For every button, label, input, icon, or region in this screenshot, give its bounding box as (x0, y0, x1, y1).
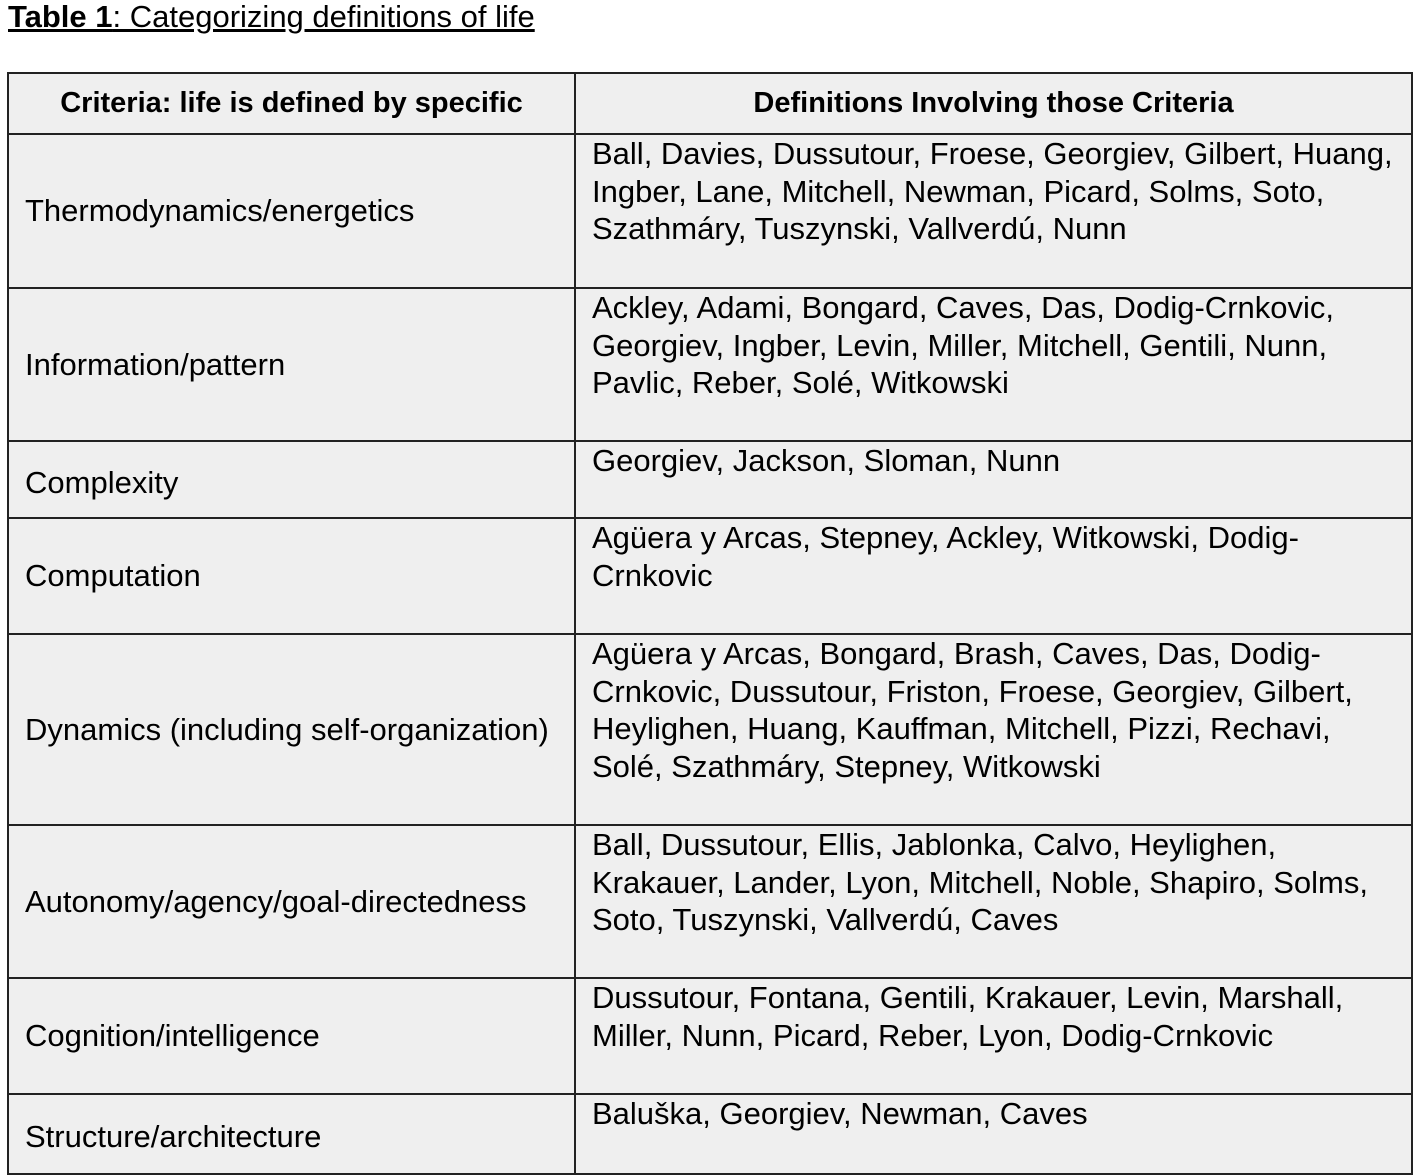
definitions-cell: Ball, Dussutour, Ellis, Jablonka, Calvo, Heylighen, Krakauer, Lander, Lyon, Mitchell, Noble, Shapiro, Solms, Soto, Tuszynski, Vallverdú, Caves (575, 825, 1412, 978)
table-row (8, 441, 1412, 518)
definitions-table (7, 72, 1413, 1175)
definitions-cell: Ackley, Adami, Bongard, Caves, Das, Dodig-Crnkovic, Georgiev, Ingber, Levin, Miller, Mitchell, Gentili, Nunn, Pavlic, Reber, Solé, Witkowski (575, 288, 1412, 441)
header-criteria: Criteria: life is defined by specific (8, 73, 575, 134)
criteria-cell: Structure/architecture (8, 1094, 575, 1174)
table-caption-label: Table 1 (8, 0, 113, 34)
criteria-cell: Thermodynamics/energetics (8, 134, 575, 288)
definitions-cell: Ball, Davies, Dussutour, Froese, Georgiev, Gilbert, Huang, Ingber, Lane, Mitchell, Newman, Picard, Solms, Soto, Szathmáry, Tuszynski, Vallverdú, Nunn (575, 134, 1412, 288)
definitions-cell: Agüera y Arcas, Stepney, Ackley, Witkowski, Dodig-Crnkovic (575, 518, 1412, 634)
table-caption-text: : Categorizing definitions of life (112, 0, 535, 34)
table-row (8, 134, 1412, 288)
table-row (8, 288, 1412, 441)
table-row (8, 634, 1412, 825)
criteria-cell: Dynamics (including self-organization) (8, 634, 575, 825)
table-row (8, 1094, 1412, 1174)
criteria-cell: Computation (8, 518, 575, 634)
definitions-cell: Agüera y Arcas, Bongard, Brash, Caves, Das, Dodig-Crnkovic, Dussutour, Friston, Froese, Georgiev, Gilbert, Heylighen, Huang, Kauffman, Mitchell, Pizzi, Rechavi, Solé, Szathmáry, Stepney, Witkowski (575, 634, 1412, 825)
table-row (8, 978, 1412, 1094)
criteria-cell: Autonomy/agency/goal-directedness (8, 825, 575, 978)
criteria-cell: Information/pattern (8, 288, 575, 441)
table-row (8, 825, 1412, 978)
criteria-cell: Cognition/intelligence (8, 978, 575, 1094)
definitions-cell: Baluška, Georgiev, Newman, Caves (575, 1094, 1412, 1174)
definitions-cell: Georgiev, Jackson, Sloman, Nunn (575, 441, 1412, 518)
table-caption (8, 0, 535, 34)
header-definitions: Definitions Involving those Criteria (575, 73, 1412, 134)
definitions-cell: Dussutour, Fontana, Gentili, Krakauer, Levin, Marshall, Miller, Nunn, Picard, Reber, Lyon, Dodig-Crnkovic (575, 978, 1412, 1094)
table-row (8, 518, 1412, 634)
table-header-row (8, 73, 1412, 134)
criteria-cell: Complexity (8, 441, 575, 518)
